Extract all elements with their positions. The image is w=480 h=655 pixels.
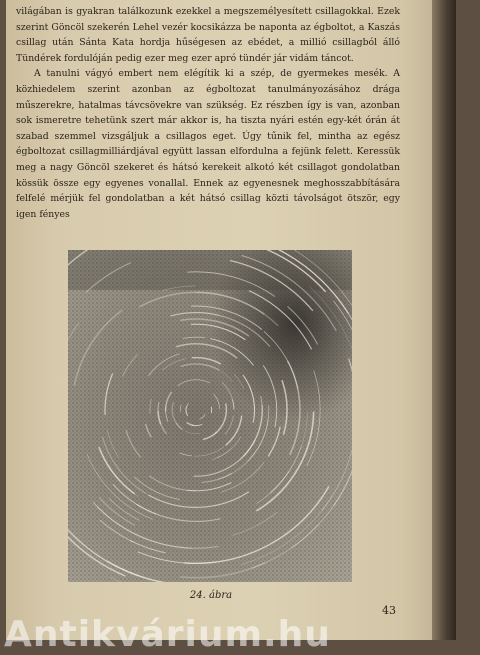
star-trails-photo [68,250,352,582]
watermark-text: Antikvárium.hu [4,614,464,655]
paragraph-2: A tanulni vágyó embert nem elégítik ki a szép, de gyermekes mesék. A közhiedelem szerint azonban az égboltozat tanulmányozásához drága műszerekre, hatalmas távcsövekre van szükség. Ez részben így is van, azonban sok ismeretre tehetünk szert már akkor is, ha tiszta nyári estén egy-két órán át szabad szemmel vizsgáljuk a csillagos eget. Úgy tűnik fel, mintha az egész égboltozat csillagmilliárdjával együtt lassan elfordulna a fejünk felett. Keressük meg a nagy Göncöl szekeret és hátsó kerekeit alkotó két csillagot gondolatban kössük össze egy egyenes vonallal. Ennek az egyenesnek meghosszabbítására felfelé mérjük fel gondolatban a két hátsó csillag közti távolságot ötször, egy igen fényes [16,66,400,222]
paragraph-1: világában is gyakran találkozunk ezekkel a megszemélyesített csillagokkal. Ezek szerint Göncöl szekerén Lehel vezér kocsikázza be naponta az égboltot, a Kaszás csillag után Sánta Kata hordja hűségesen az ebédet, a millió csillagból álló Tündérek fordulóján pedig ezer meg ezer apró tündér jár vidám táncot. [16,4,400,66]
page-number: 43 [382,604,396,617]
star-trail-arc [186,407,187,410]
body-text [16,4,400,222]
book-page [6,0,456,640]
book-spine [432,0,456,640]
figure-caption: 24. ábra [156,590,266,601]
